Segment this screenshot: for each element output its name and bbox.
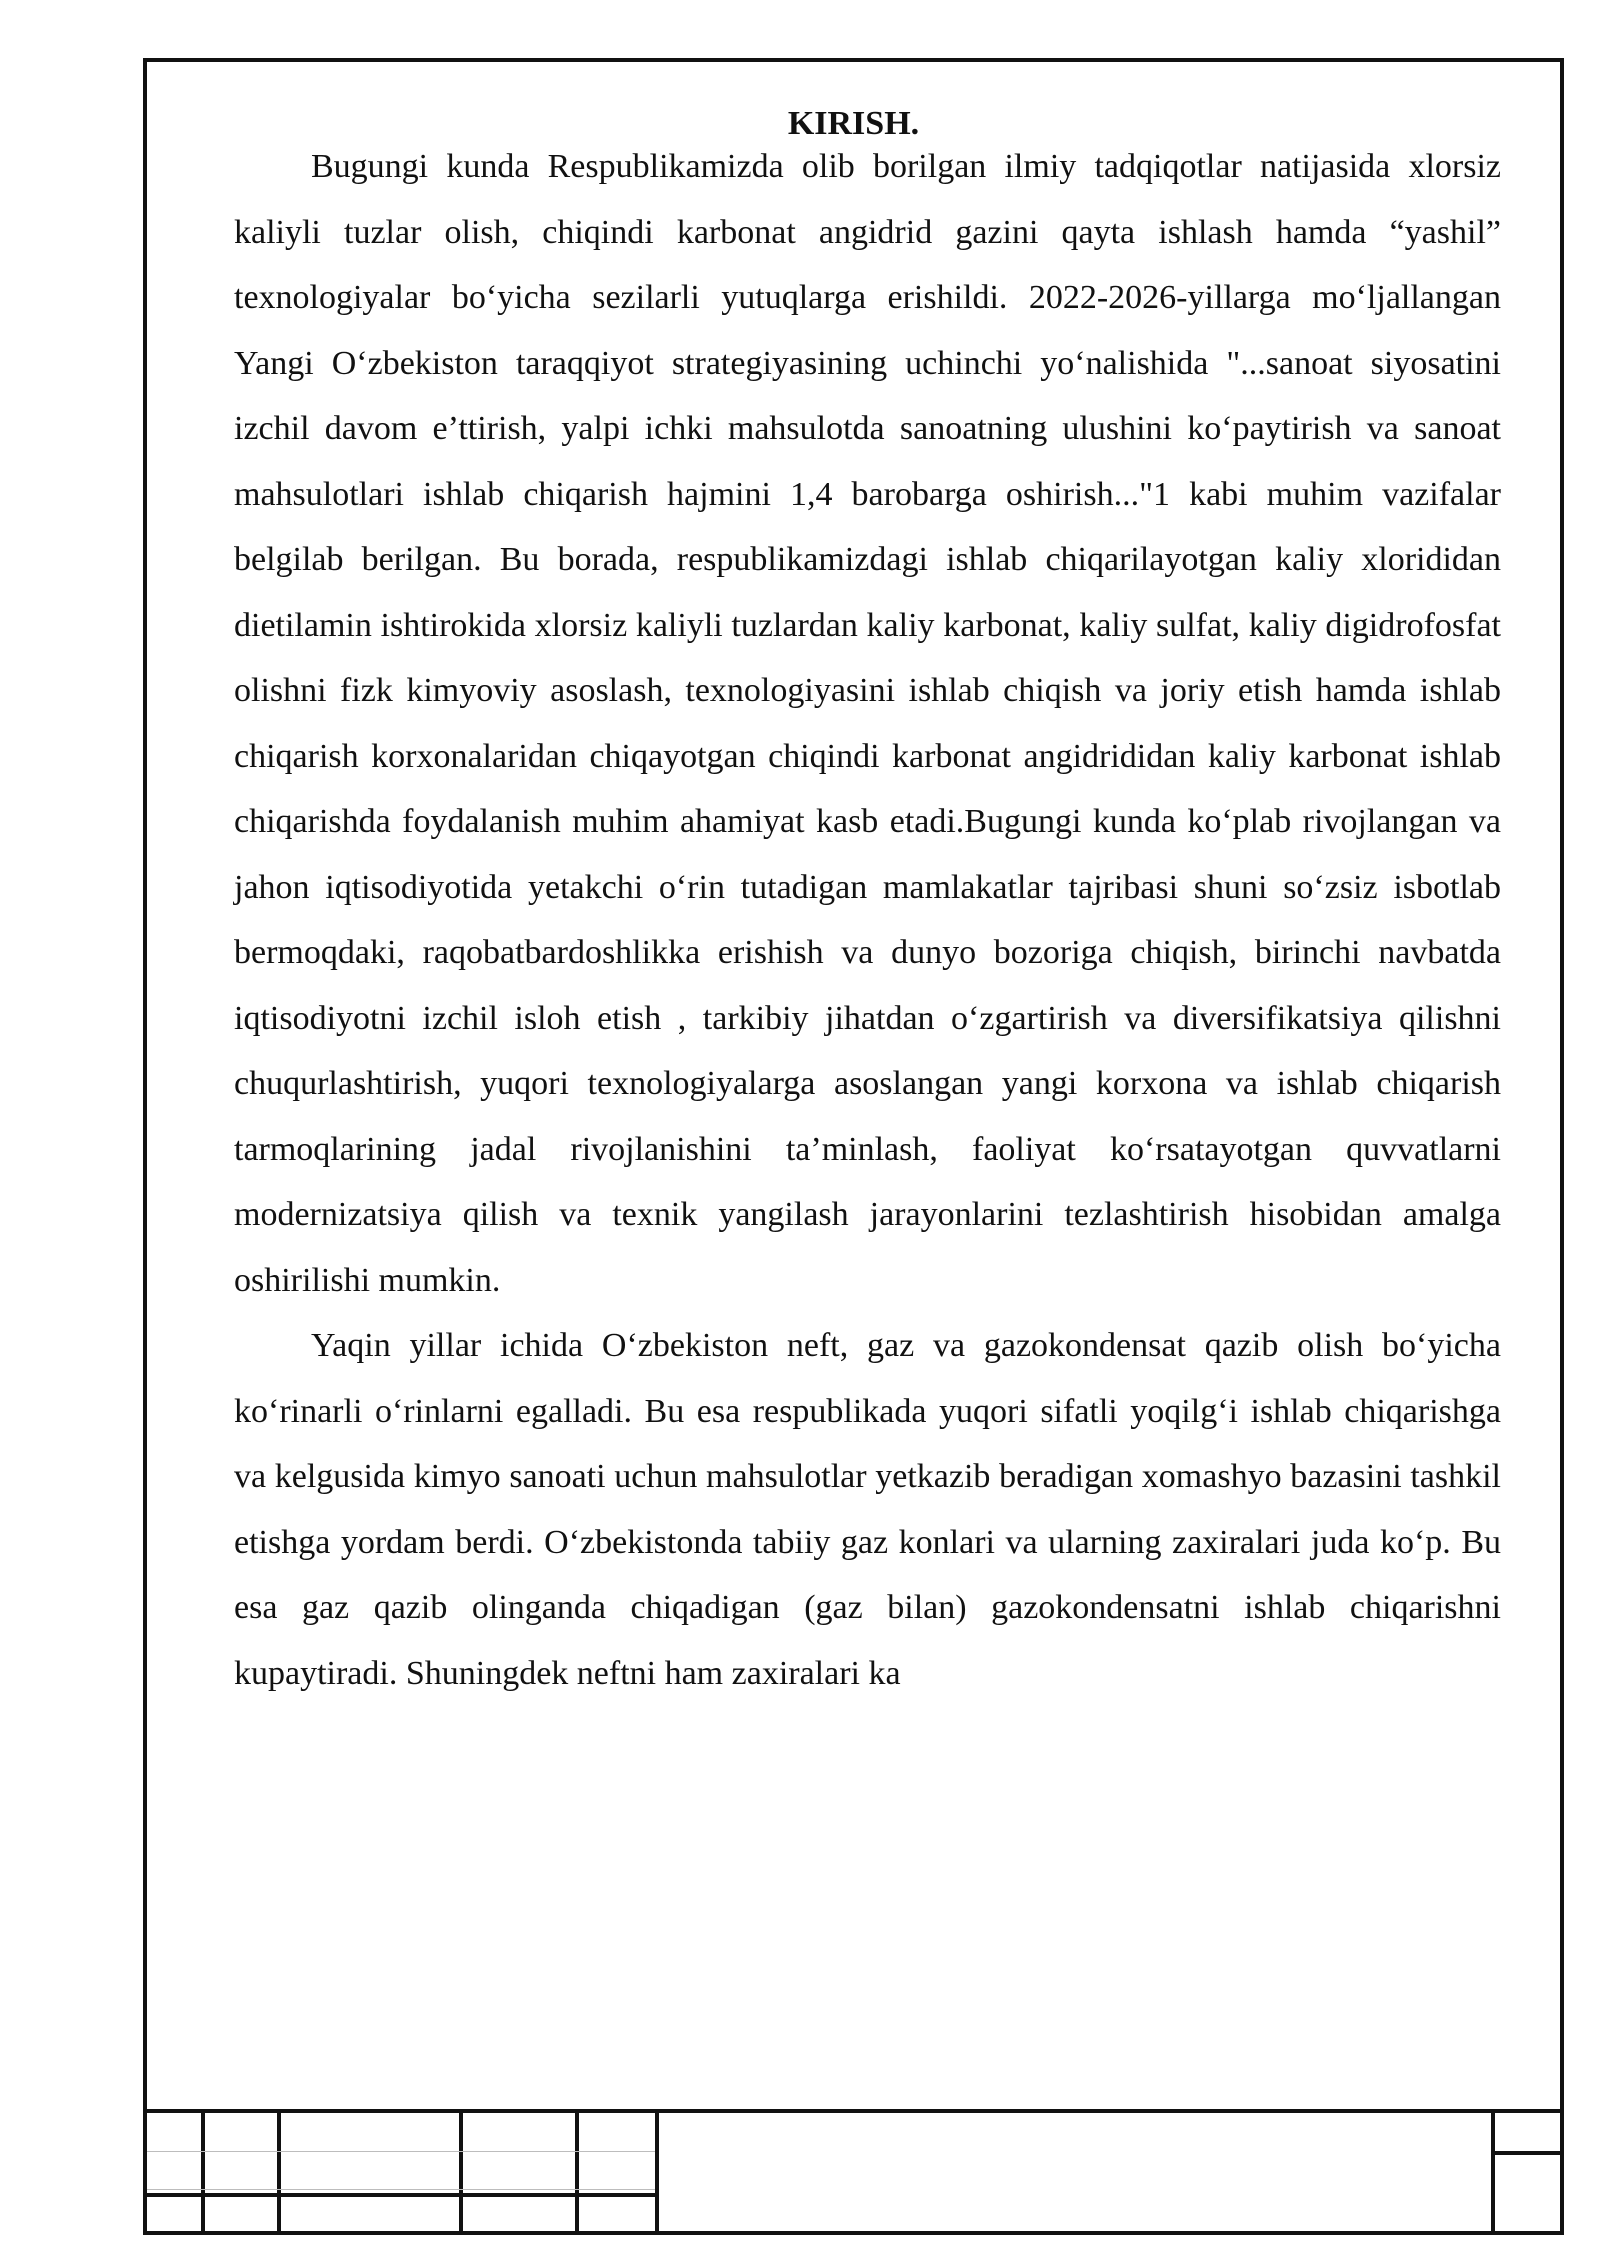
stamp-divider <box>655 2113 659 2231</box>
stamp-divider <box>277 2113 281 2231</box>
stamp-row-line <box>147 2193 655 2197</box>
title-block-stamp <box>147 2109 1560 2231</box>
stamp-row-line <box>147 2151 655 2152</box>
page-title: KIRISH. <box>787 105 920 142</box>
paragraph-1: Bugungi kunda Respublikamizda olib borilgan ilmiy tadqiqotlar natijasida xlorsiz kaliyli tuzlar olish, chiqindi karbonat angidrid gazini qayta ishlash hamda “yashil” texnologiyalar bo‘yicha sezilarli yutuqlarga erishildi. 2022-2026-yillarga mo‘ljallangan Yangi O‘zbekiston taraqqiyot strategiyasining uchinchi yo‘nalishida "...sanoat siyosatini izchil davom e’ttirish, yalpi ichki mahsulotda sanoatning ulushini ko‘paytirish va sanoat mahsulotlari ishlab chiqarish hajmini 1,4 barobarga oshirish..."1 kabi muhim vazifalar belgilab berilgan. Bu borada, respublikamizdagi ishlab chiqarilayotgan kaliy xloridіdan dietilamin ishtirokida xlorsiz kaliyli tuzlardan kaliy karbonat, kaliy sulfat, kaliy digidrofosfat olishni fizk kimyoviy asoslash, texnologiyasini ishlab chiqish va joriy etish hamda ishlab chiqarish korxonalaridan chiqayotgan chiqindi karbonat angidrididan kaliy karbonat ishlab chiqarishda foydalanish muhim ahamiyat kasb etadi.Bugungi kunda ko‘plab rivojlangan va jahon iqtisodiyotida yetakchi o‘rin tutadigan mamlakatlar tajribasi shuni so‘zsiz isbotlab bermoqdaki, raqobatbardoshlikka erishish va dunyo bozoriga chiqish, birinchi navbatda iqtisodiyotni izchil isloh etish , tarkibiy jihatdan o‘zgartirish va diversifikatsiya qilishni chuqurlashtirish, yuqori texnologiyalarga asoslangan yangi korxona va ishlab chiqarish tarmoqlarining jadal rivojlanishini ta’minlash, faoliyat ko‘rsatayotgan quvvatlarni modernizatsiya qilish va texnik yangilash jarayonlarini tezlashtirish hisobidan amalga oshirilishi mumkin. <box>234 148 1501 1299</box>
stamp-divider <box>575 2113 579 2231</box>
stamp-divider <box>459 2113 463 2231</box>
paragraph-2: Yaqin yillar ichida O‘zbekiston neft, gaz va gazokondensat qazib olish bo‘yicha ko‘rinarli o‘rinlarni egalladi. Bu esa respublikada yuqori sifatli yoqilg‘i ishlab chiqarishga va kelgusida kimyo sanoati uchun mahsulotlar yetkazib beradigan xomashyo bazasini tashkil etishga yordam berdi. O‘zbekistonda tabiiy gaz konlari va ularning zaxiralari juda ko‘p. Bu esa gaz qazib olinganda chiqadigan (gaz bilan) gazokondensatni ishlab chiqarishni kupaytiradi. Shuningdek neftni ham zaxiralari ka <box>234 1327 1501 1692</box>
page-frame <box>143 58 1564 2235</box>
body-text <box>234 134 1501 1706</box>
stamp-row-line <box>1491 2151 1560 2155</box>
stamp-row-line <box>147 2189 655 2190</box>
stamp-divider <box>1491 2113 1495 2231</box>
stamp-divider <box>201 2113 205 2231</box>
